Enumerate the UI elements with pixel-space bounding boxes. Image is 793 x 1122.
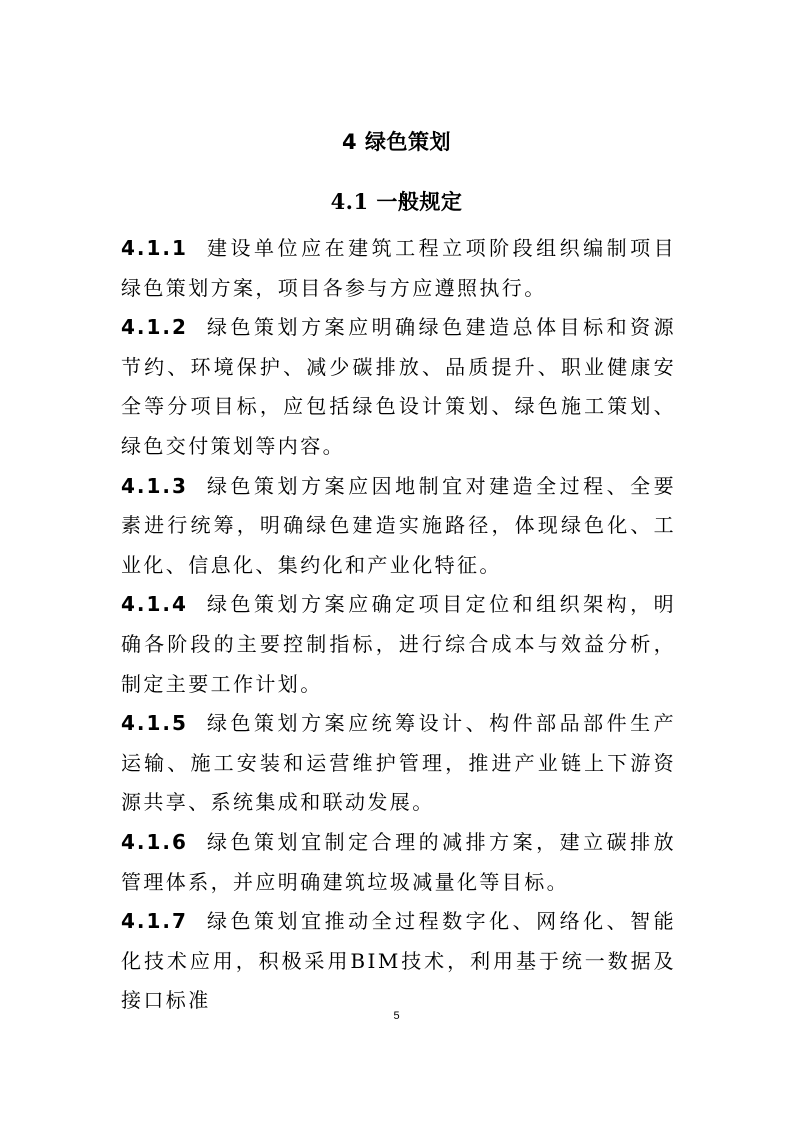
clause-number: 4.1.2 <box>121 315 188 340</box>
clause-text: 绿色策划方案应因地制宜对建造全过程、全要素进行统筹，明确绿色建造实施路径，体现绿色化、工业化、信息化、集约化和产业化特征。 <box>121 473 676 577</box>
clause-4-1-1 <box>121 229 676 308</box>
clause-text: 绿色策划宜推动全过程数字化、网络化、智能化技术应用，积极采用BIM技术，利用基于统一数据及接口标准 <box>121 909 676 1013</box>
clause-number: 4.1.4 <box>121 592 188 617</box>
page-number: 5 <box>393 1010 400 1022</box>
clause-4-1-3 <box>121 467 676 586</box>
clause-4-1-6 <box>121 823 676 902</box>
clause-text: 建设单位应在建筑工程立项阶段组织编制项目绿色策划方案，项目各参与方应遵照执行。 <box>121 236 676 300</box>
section-title: 4.1 一般规定 <box>330 189 463 214</box>
clause-list <box>121 229 676 1021</box>
clause-4-1-7 <box>121 902 676 1021</box>
clause-text: 绿色策划方案应明确绿色建造总体目标和资源节约、环境保护、减少碳排放、品质提升、职业健康安全等分项目标，应包括绿色设计策划、绿色施工策划、绿色交付策划等内容。 <box>121 315 676 458</box>
clause-number: 4.1.1 <box>121 236 188 260</box>
clause-number: 4.1.5 <box>121 711 188 736</box>
clause-4-1-5 <box>121 704 676 823</box>
clause-text: 绿色策划方案应确定项目定位和组织架构，明确各阶段的主要控制指标，进行综合成本与效益分析，制定主要工作计划。 <box>121 592 676 696</box>
clause-number: 4.1.6 <box>121 829 188 854</box>
clause-4-1-2 <box>121 308 676 466</box>
clause-4-1-4 <box>121 585 676 704</box>
clause-text: 绿色策划方案应统筹设计、构件部品部件生产运输、施工安装和运营维护管理，推进产业链上下游资源共享、系统集成和联动发展。 <box>121 711 676 815</box>
clause-number: 4.1.3 <box>121 473 188 498</box>
clause-text: 绿色策划宜制定合理的减排方案，建立碳排放管理体系，并应明确建筑垃圾减量化等目标。 <box>121 829 676 894</box>
chapter-title: 4 绿色策划 <box>342 130 451 154</box>
clause-number: 4.1.7 <box>121 909 188 934</box>
